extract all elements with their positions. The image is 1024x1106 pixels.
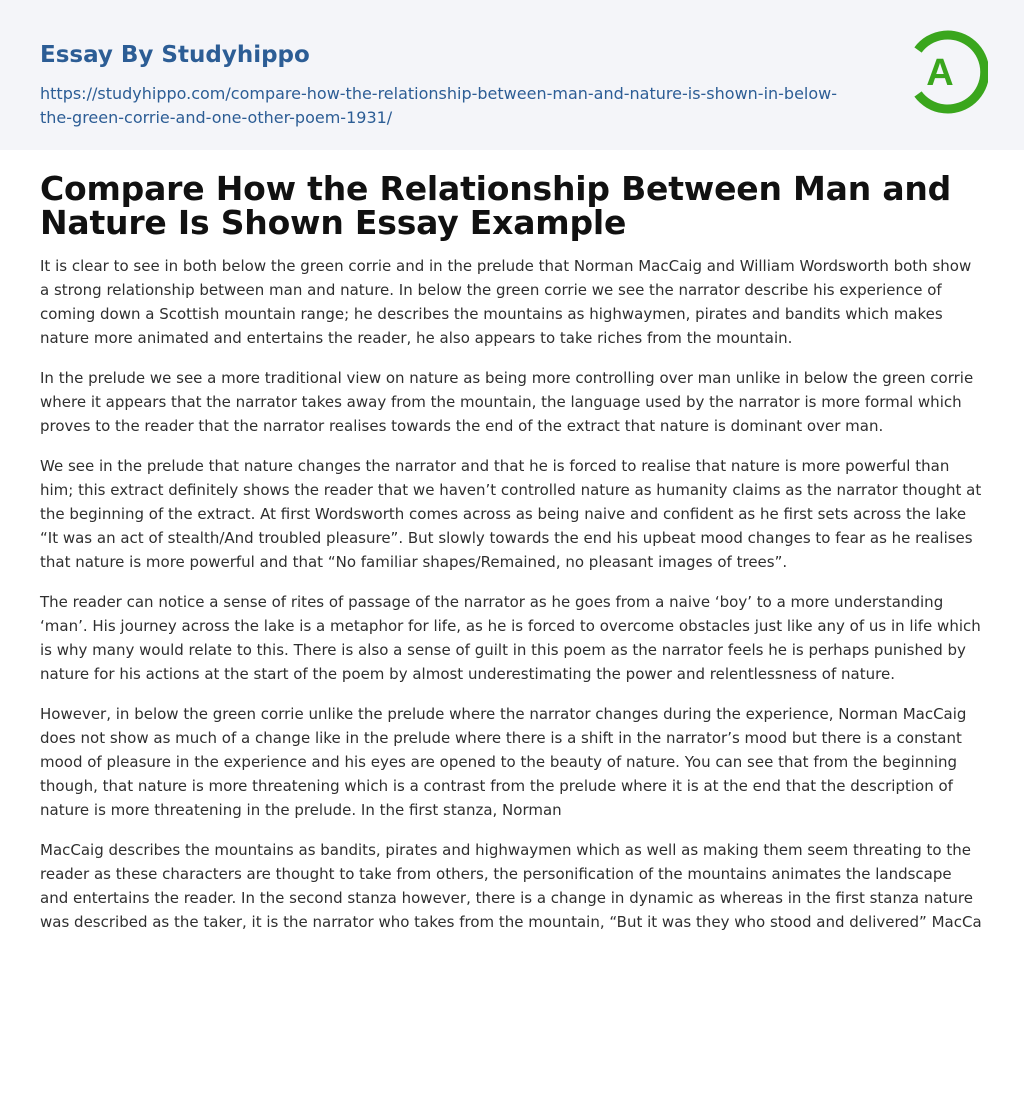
- essay-paragraph-5: However, in below the green corrie unlike the prelude where the narrator changes during the experience, Norman MacCaig does not show as much of a change like in the prelude where there is a shift in the narrator’s mood but there is a constant mood of pleasure in the experience and his eyes are opened to the beauty of nature. You can see that from the beginning though, that nature is more threatening which is a contrast from the prelude where it is at the end that the description of nature is more threatening in the prelude. In the first stanza, Norman: [40, 705, 967, 819]
- essay-paragraph-1: It is clear to see in both below the green corrie and in the prelude that Norman MacCaig and William Wordsworth both show a strong relationship between man and nature. In below the green corrie we see the narrator describe his experience of coming down a Scottish mountain range; he describes the mountains as highwaymen, pirates and bandits which makes nature more animated and entertains the reader, he also appears to take riches from the mountain.: [40, 257, 972, 347]
- essay-content: [0, 169, 1024, 934]
- essay-paragraph-3: We see in the prelude that nature changes the narrator and that he is forced to realise that nature is more powerful than him; this extract definitely shows the reader that we haven’t controlled nature as humanity claims as the narrator thought at the beginning of the extract. At first Wordsworth comes across as being naive and confident as he first sets across the lake “It was an act of stealth/And troubled pleasure”. But slowly towards the end his upbeat mood changes to fear as he realises that nature is more powerful and that “No familiar shapes/Remained, no pleasant images of trees”.: [40, 457, 982, 571]
- studyhippo-logo-icon[interactable]: [906, 28, 988, 116]
- essay-url-link[interactable]: https://studyhippo.com/compare-how-the-relationship-between-man-and-nature-is-shown-in-below-the-green-corrie-and-one-other-poem-1931/: [40, 84, 838, 127]
- essay-paragraph-4: The reader can notice a sense of rites of passage of the narrator as he goes from a naive ‘boy’ to a more understanding ‘man’. His journey across the lake is a metaphor for life, as he is forced to overcome obstacles just like any of us in life which is why many would relate to this. There is also a sense of guilt in this poem as the narrator feels he is perhaps punished by nature for his actions at the start of the poem by almost underestimating the power and relentlessness of nature.: [40, 593, 981, 683]
- page-header: [0, 0, 1024, 150]
- site-brand[interactable]: Essay By Studyhippo: [40, 42, 310, 68]
- logo-letter: A: [926, 52, 954, 94]
- essay-title: Compare How the Relationship Between Man and Nature Is Shown Essay Example: [40, 169, 952, 242]
- essay-paragraph-2: In the prelude we see a more traditional view on nature as being more controlling over man unlike in below the green corrie where it appears that the narrator takes away from the mountain, the language used by the narrator is more formal which proves to the reader that the narrator realises towards the end of the extract that nature is dominant over man.: [40, 369, 974, 435]
- essay-paragraph-6: MacCaig describes the mountains as bandits, pirates and highwaymen which as well as making them seem threating to the reader as these characters are thought to take from others, the personification of the mountains animates the landscape and entertains the reader. In the second stanza however, there is a change in dynamic as whereas in the first stanza nature was described as the taker, it is the narrator who takes from the mountain, “But it was they who stood and delivered” MacCa: [40, 841, 982, 931]
